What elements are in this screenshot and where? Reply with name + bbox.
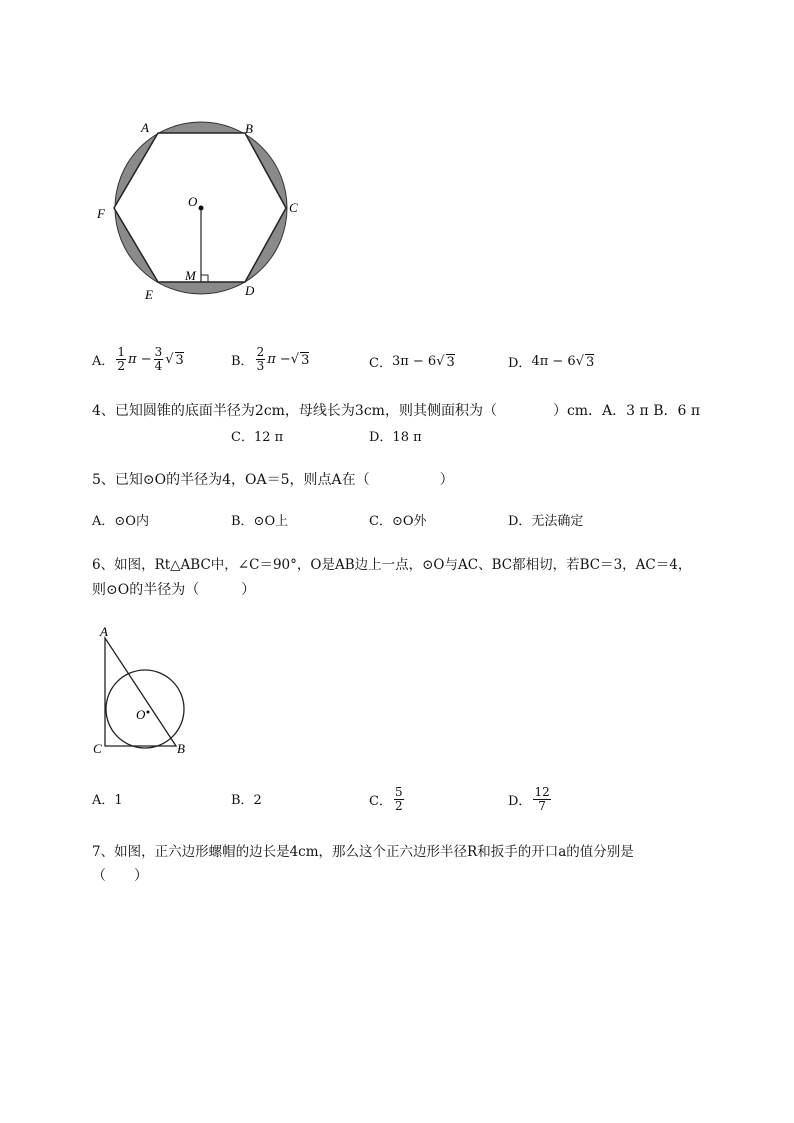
fraction: $\frac{3}{4}$: [154, 345, 163, 373]
option-letter: D．: [508, 794, 532, 809]
term: π −: [128, 352, 152, 367]
q3-option-a[interactable]: [92, 346, 184, 373]
hexagon-circle-figure: [90, 115, 310, 315]
q6-question-line2: 则⊙O的半径为（ ）: [92, 582, 256, 598]
option-letter: B．: [231, 354, 254, 369]
label-d: D: [245, 283, 255, 298]
sqrt-icon: √: [436, 354, 445, 369]
q4-option-d[interactable]: D．18 π: [369, 430, 422, 445]
label-c: C: [289, 200, 298, 215]
option-letter: C．: [369, 356, 392, 371]
q5-question: 5、已知⊙O的半径为4，OA＝5，则点A在（ ）: [92, 472, 454, 488]
term: π −: [267, 352, 291, 367]
fraction: $\frac{12}{7}$: [534, 785, 550, 813]
q5-option-d[interactable]: D．无法确定: [508, 514, 584, 529]
label-a: A: [141, 120, 149, 135]
radicand: 3: [446, 354, 455, 370]
q3-option-d[interactable]: [508, 352, 594, 371]
sqrt-icon: √: [290, 352, 300, 367]
q4-question: 4、已知圆锥的底面半径为2cm，母线长为3cm，则其侧面积为（ ）cm．A．3 π B．6 π: [92, 403, 701, 419]
q6-option-d[interactable]: [508, 786, 553, 813]
term: 4π − 6: [531, 354, 576, 369]
radicand: 3: [301, 352, 310, 368]
q6-option-a[interactable]: A．1: [92, 793, 123, 808]
label-e: E: [145, 287, 153, 302]
label-a: A: [100, 624, 108, 639]
q6-question-line1: 6、如图，Rt△ABC中，∠C＝90°，O是AB边上一点，⊙O与AC、BC都相切，若BC＝3，AC＝4，: [92, 557, 692, 573]
label-b: B: [177, 741, 185, 756]
option-letter: D．: [508, 356, 532, 371]
sqrt-icon: √: [575, 354, 584, 369]
q7-question-line2: （ ）: [92, 868, 148, 884]
q5-option-c[interactable]: C．⊙O外: [369, 514, 427, 529]
label-c: C: [93, 741, 102, 756]
label-o: O: [188, 194, 198, 209]
radicand: 3: [585, 354, 595, 370]
label-b: B: [245, 121, 253, 136]
q3-option-c[interactable]: [369, 352, 455, 371]
center-point: [147, 711, 150, 714]
radicand: 3: [175, 352, 184, 368]
q4-option-c[interactable]: C．12 π: [231, 430, 284, 445]
center-point: [199, 206, 204, 211]
q5-option-b[interactable]: B．⊙O上: [231, 514, 289, 529]
fraction: $\frac{1}{2}$: [117, 345, 126, 373]
fraction: $\frac{2}{3}$: [256, 345, 265, 373]
triangle-abc: [105, 638, 176, 746]
fraction: $\frac{5}{2}$: [394, 785, 403, 813]
q6-option-c[interactable]: [369, 786, 406, 813]
q5-option-a[interactable]: A．⊙O内: [92, 514, 149, 529]
term: 3π − 6: [391, 354, 437, 369]
option-letter: C．: [369, 794, 392, 809]
label-f: F: [97, 206, 105, 221]
option-letter: A．: [92, 354, 115, 369]
q7-question-line1: 7、如图，正六边形螺帽的边长是4cm，那么这个正六边形半径R和扳手的开口a的值分别是: [92, 844, 634, 860]
label-o: O: [136, 707, 146, 722]
sqrt-icon: √: [165, 352, 174, 367]
q3-option-b[interactable]: [231, 346, 309, 373]
label-m: M: [185, 268, 196, 283]
q6-option-b[interactable]: B．2: [231, 793, 262, 808]
right-triangle-figure: [88, 622, 198, 762]
